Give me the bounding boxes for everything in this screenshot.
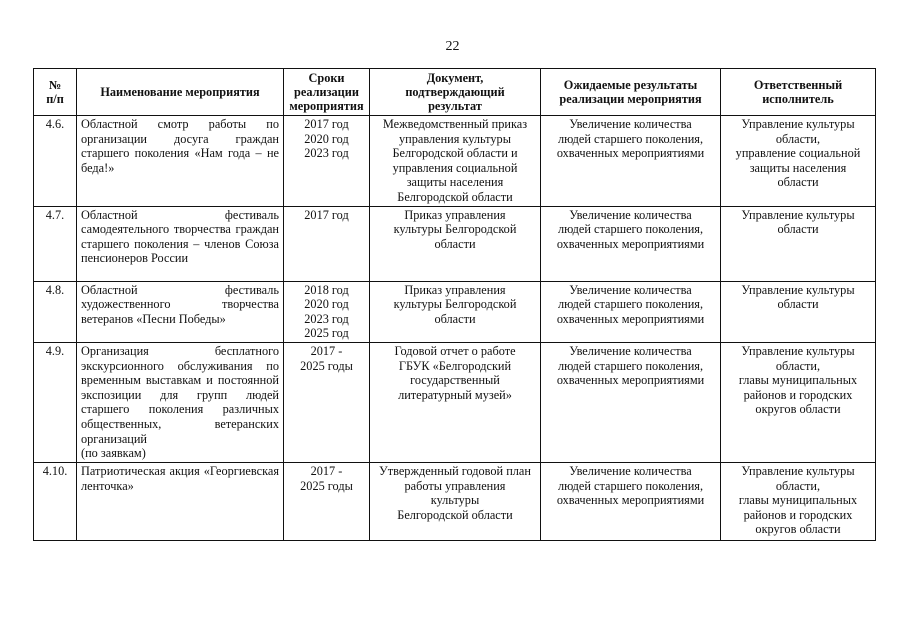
table-row [34,462,876,540]
event-results: Увеличение количества людей старшего поколения, охваченных мероприятиями [541,342,721,462]
header-num: № п/п [34,69,77,116]
header-dates: Сроки реализации мероприятия [284,69,370,116]
header-results: Ожидаемые результаты реализации мероприятия [541,69,721,116]
event-document: Приказ управления культуры Белгородской области [370,281,541,342]
event-results: Увеличение количества людей старшего поколения, охваченных мероприятиями [541,462,721,540]
header-name: Наименование мероприятия [77,69,284,116]
event-responsible: Управление культуры области [721,206,876,281]
event-results: Увеличение количества людей старшего поколения, охваченных мероприятиями [541,116,721,207]
event-document: Приказ управления культуры Белгородской области [370,206,541,281]
event-name-note: (по заявкам) [81,446,146,461]
event-name: Организация бесплатного экскурсионного обслуживания по временным выставкам и постоянной экспозиции для групп людей старшего поколения различных общественных, ветеранских организаций [81,343,279,446]
table-row [34,281,876,342]
event-dates: 2017 - 2025 годы [284,342,370,462]
event-responsible: Управление культуры области, главы муниципальных районов и городских округов области [721,462,876,540]
event-name: Патриотическая акция «Георгиевская ленточка» [77,462,284,540]
event-dates: 2017 год 2020 год 2023 год [284,116,370,207]
event-name-cell [77,342,284,462]
event-document: Межведомственный приказ управления культуры Белгородской области и управления социальной защиты населения Белгородской области [370,116,541,207]
event-document: Годовой отчет о работе ГБУК «Белгородский государственный литературный музей» [370,342,541,462]
event-name: Областной фестиваль самодеятельного творчества граждан старшего поколения – членов Союза пенсионеров России [77,206,284,281]
row-number: 4.7. [34,206,77,281]
event-dates: 2018 год 2020 год 2023 год 2025 год [284,281,370,342]
table-row [34,342,876,462]
header-document: Документ, подтверждающий результат [370,69,541,116]
row-number: 4.8. [34,281,77,342]
row-number: 4.10. [34,462,77,540]
event-responsible: Управление культуры области, главы муниципальных районов и городских округов области [721,342,876,462]
event-results: Увеличение количества людей старшего поколения, охваченных мероприятиями [541,206,721,281]
event-results: Увеличение количества людей старшего поколения, охваченных мероприятиями [541,281,721,342]
table-row [34,116,876,207]
table-row [34,206,876,281]
page-number: 22 [445,39,460,54]
event-dates: 2017 год [284,206,370,281]
event-document: Утвержденный годовой план работы управления культуры Белгородской области [370,462,541,540]
event-responsible: Управление культуры области [721,281,876,342]
event-name: Областной смотр работы по организации досуга граждан старшего поколения «Нам года – не беда!» [77,116,284,207]
row-number: 4.6. [34,116,77,207]
event-name: Областной фестиваль художественного творчества ветеранов «Песни Победы» [77,281,284,342]
table-header-row [34,69,876,116]
events-table [33,68,876,541]
event-responsible: Управление культуры области, управление социальной защиты населения области [721,116,876,207]
event-dates: 2017 - 2025 годы [284,462,370,540]
row-number: 4.9. [34,342,77,462]
header-responsible: Ответственный исполнитель [721,69,876,116]
